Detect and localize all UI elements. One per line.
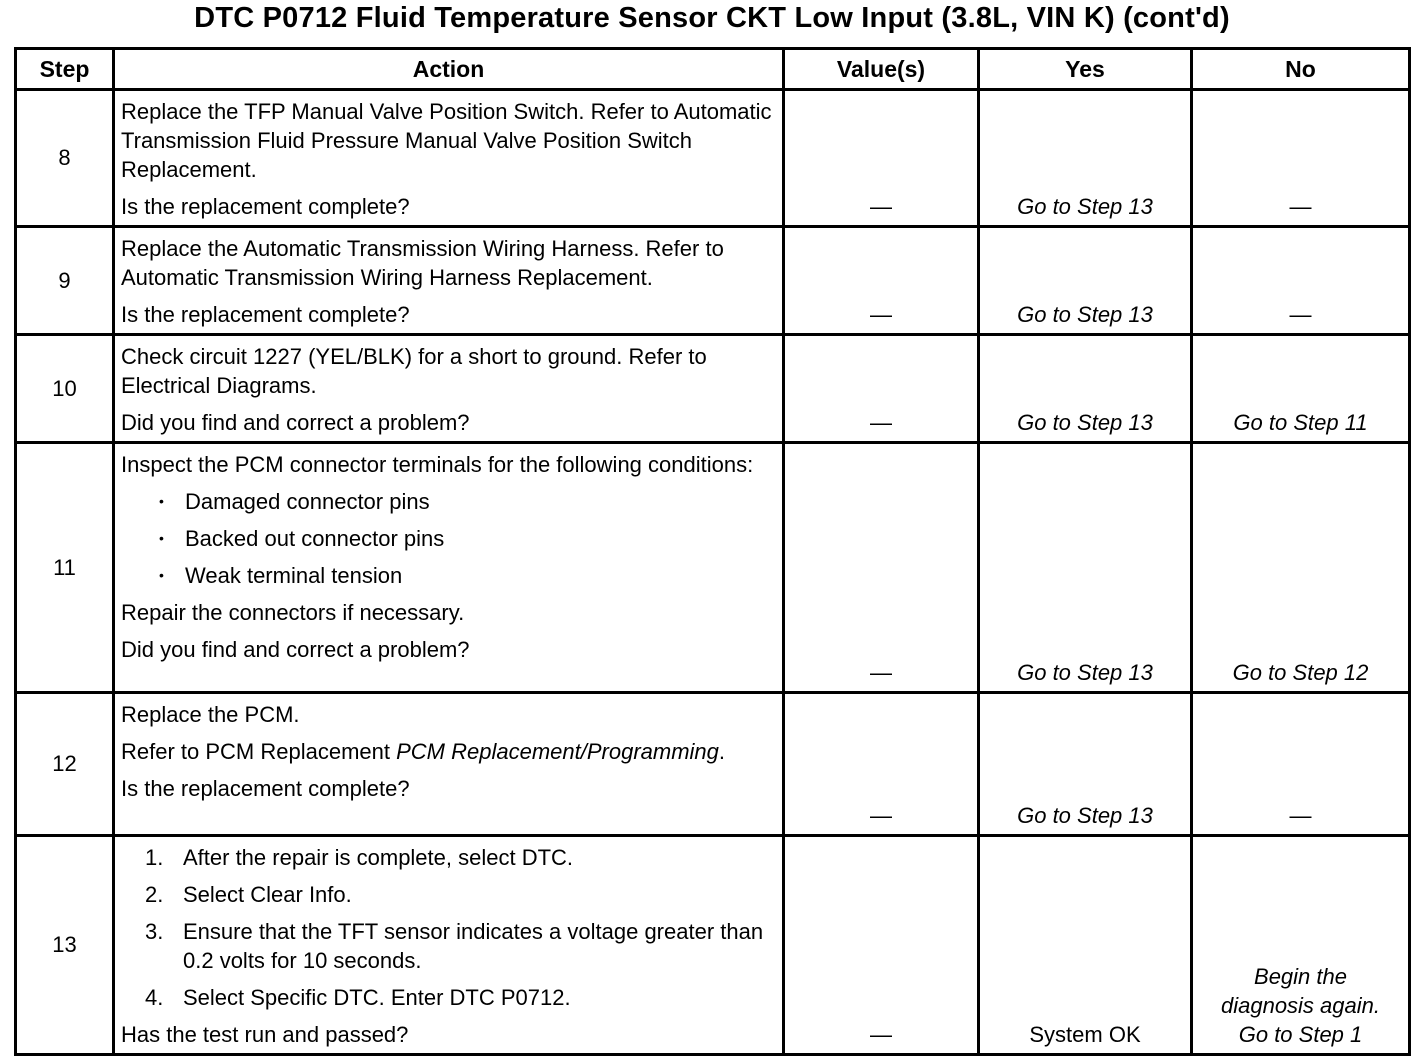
list-number: 3. [145,919,164,944]
yes-cell: Go to Step 13 [979,443,1192,693]
list-item: • Backed out connector pins [121,524,776,553]
list-item [121,880,776,909]
list-number: 1. [145,845,164,870]
reference-link-text: PCM Replacement/Programming [396,739,719,764]
action-text-repair: Repair the connectors if necessary. [121,600,465,625]
value-cell: — [784,90,979,227]
list-item: • Damaged connector pins [121,487,776,516]
step-number: 9 [16,227,114,335]
no-cell: — [1192,693,1410,836]
no-line: Go to Step 1 [1238,1022,1363,1047]
value-cell: — [784,693,979,836]
procedure-list [121,843,776,1012]
header-action: Action [114,49,784,90]
table-row-step-12 [16,693,1410,836]
yes-cell: Go to Step 13 [979,693,1192,836]
action-question: Is the replacement complete? [121,776,410,801]
list-number: 2. [145,882,164,907]
list-text: Select Specific DTC. Enter DTC P0712. [183,985,571,1010]
value-cell: — [784,335,979,443]
header-no: No [1192,49,1410,90]
step-number: 10 [16,335,114,443]
list-item [121,843,776,872]
step-number: 11 [16,443,114,693]
no-cell: Go to Step 11 [1192,335,1410,443]
table-row-step-11 [16,443,1410,693]
header-yes: Yes [979,49,1192,90]
action-cell [114,90,784,227]
list-item [121,917,776,975]
action-question: Is the replacement complete? [121,302,410,327]
action-text: Replace the TFP Manual Valve Position Switch. Refer to Automatic Transmission Fluid Pressure Manual Valve Position Switch Replacement. [121,99,772,182]
yes-cell: System OK [979,836,1192,1055]
list-item: • Weak terminal tension [121,561,776,590]
list-item [121,983,776,1012]
page-title: DTC P0712 Fluid Temperature Sensor CKT Low Input (3.8L, VIN K) (cont'd) [194,2,1230,34]
list-text: Select Clear Info. [183,882,352,907]
action-question: Is the replacement complete? [121,194,410,219]
yes-cell: Go to Step 13 [979,335,1192,443]
action-question: Did you find and correct a problem? [121,637,470,662]
list-number: 4. [145,985,164,1010]
header-row [16,49,1410,90]
value-cell: — [784,227,979,335]
table-row-step-9 [16,227,1410,335]
table-row-step-13 [16,836,1410,1055]
value-cell: — [784,443,979,693]
action-question: Did you find and correct a problem? [121,410,470,435]
no-cell: — [1192,90,1410,227]
action-cell [114,836,784,1055]
no-cell: Go to Step 12 [1192,443,1410,693]
list-text: After the repair is complete, select DTC. [183,845,574,870]
reference-prefix: Refer to PCM Replacement [121,739,397,764]
action-text: Replace the PCM. [121,702,300,727]
step-number: 12 [16,693,114,836]
action-cell [114,335,784,443]
yes-cell: Go to Step 13 [979,90,1192,227]
header-step: Step [16,49,114,90]
action-text: Inspect the PCM connector terminals for the following conditions: [121,452,754,477]
condition-list [121,487,776,590]
yes-cell: Go to Step 13 [979,227,1192,335]
action-cell [114,443,784,693]
action-text: Replace the Automatic Transmission Wiring Harness. Refer to Automatic Transmission Wiring Harness Replacement. [121,236,724,290]
value-cell: — [784,836,979,1055]
table-row-step-8 [16,90,1410,227]
step-number: 13 [16,836,114,1055]
no-line: diagnosis again. [1220,993,1380,1018]
list-text: Ensure that the TFT sensor indicates a voltage greater than 0.2 volts for 10 seconds. [183,919,764,973]
no-cell [1192,836,1410,1055]
reference-suffix: . [718,739,726,764]
action-cell [114,227,784,335]
action-text: Check circuit 1227 (YEL/BLK) for a short to ground. Refer to Electrical Diagrams. [121,344,707,398]
diagnostic-table [14,47,1411,1056]
action-cell [114,693,784,836]
no-cell: — [1192,227,1410,335]
no-line: Begin the [1254,964,1347,989]
action-reference [121,737,776,766]
action-question: Has the test run and passed? [121,1022,409,1047]
table-row-step-10 [16,335,1410,443]
step-number: 8 [16,90,114,227]
header-values: Value(s) [784,49,979,90]
